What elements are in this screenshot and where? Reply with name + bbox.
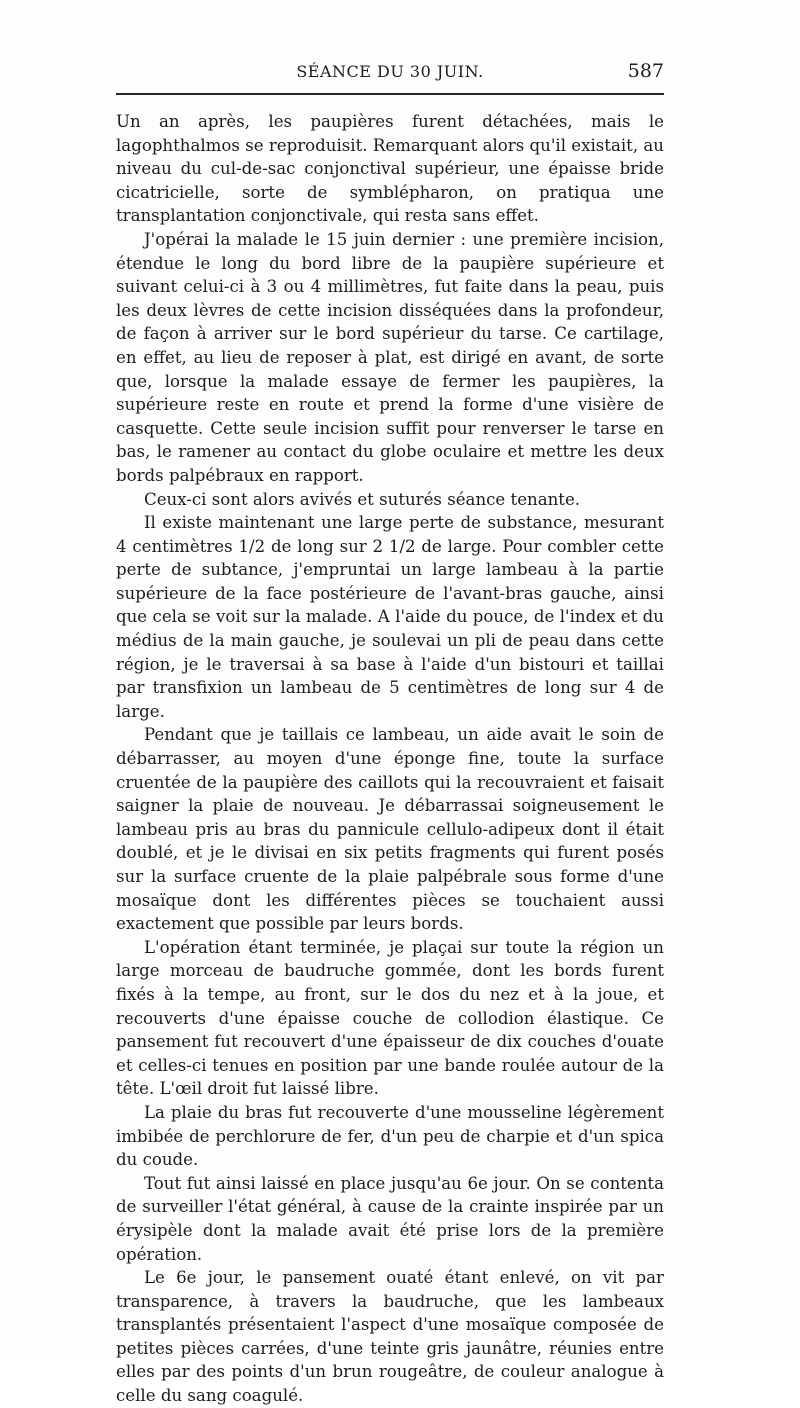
running-header — [116, 60, 664, 86]
header-rule — [116, 93, 664, 95]
paragraph: Tout fut ainsi laissé en place jusqu'au 6e jour. On se contenta de surveiller l'état général, à cause de la crainte inspirée par un érysipèle dont la malade avait été prise lors de la première opération. — [116, 1173, 664, 1264]
running-title: SÉANCE DU 30 JUIN. — [296, 62, 484, 81]
paragraph: Ceux-ci sont alors avivés et suturés séance tenante. — [144, 489, 581, 509]
paragraph: Pendant que je taillais ce lambeau, un aide avait le soin de débarrasser, au moyen d'une éponge fine, toute la surface cruentée de la paupière des caillots qui la recouvraient et faisait saigner la plaie de nouveau. Je débarrassai soigneusement le lambeau pris au bras du pannicule cellulo-adipeux dont il était doublé, et je le divisai en six petits fragments qui furent posés sur la surface cruente de la plaie palpébrale sous forme d'une mosaïque dont les différentes pièces se touchaient aussi exactement que possible par leurs bords. — [116, 725, 664, 934]
paragraph: Il existe maintenant une large perte de substance, mesurant 4 centimètres 1/2 de long sur 2 1/2 de large. Pour combler cette perte de subtance, j'empruntai un large lambeau à la partie supérieure de la face postérieure de l'avant-bras gauche, ainsi que cela se voit sur la malade. A l'aide du pouce, de l'index et du médius de la main gauche, je soulevai un pli de peau dans cette région, je le traversai à sa base à l'aide d'un bistouri et taillai par transfixion un lambeau de 5 centimètres de long sur 4 de large. — [116, 513, 664, 721]
page-number: 587 — [627, 60, 664, 82]
body-text — [116, 110, 664, 1408]
paragraph: Le 6e jour, le pansement ouaté étant enlevé, on vit par transparence, à travers la baudruche, que les lambeaux transplantés présentaient l'aspect d'une mosaïque composée de petites pièces carrées, d'une teinte gris jaunâtre, réunies entre elles par des points d'un brun rougeâtre, de couleur analogue à celle du sang coagulé. — [116, 1268, 664, 1406]
paragraph: L'opération étant terminée, je plaçai sur toute la région un large morceau de baudruche gommée, dont les bords furent fixés à la tempe, au front, sur le dos du nez et à la joue, et recouverts d'une épaisse couche de collodion élastique. Ce pansement fut recouvert d'une épaisseur de dix couches d'ouate et celles-ci tenues en position par une bande roulée autour de la tête. L'œil droit fut laissé libre. — [116, 937, 664, 1099]
paragraph: Un an après, les paupières furent détachées, mais le lagophthalmos se reproduisit. Remarquant alors qu'il existait, au niveau du cul-de-sac conjonctival supérieur, une épaisse bride cicatricielle, sorte de symblépharon, on pratiqua une transplantation conjonctivale, qui resta sans effet. — [116, 112, 664, 226]
paragraph: J'opérai la malade le 15 juin dernier : une première incision, étendue le long du bord libre de la paupière supérieure et suivant celui-ci à 3 ou 4 millimètres, fut faite dans la peau, puis les deux lèvres de cette incision disséquées dans la profondeur, de façon à arriver sur le bord supérieur du tarse. Ce cartilage, en effet, au lieu de reposer à plat, est dirigé en avant, de sorte que, lorsque la malade essaye de fermer les paupières, la supérieure reste en route et prend la forme d'une visière de casquette. Cette seule incision suffit pour renverser le tarse en bas, le ramener au contact du globe oculaire et mettre les deux bords palpébraux en rapport. — [116, 229, 664, 485]
paragraph: La plaie du bras fut recouverte d'une mousseline légèrement imbibée de perchlorure de fer, d'un peu de charpie et d'un spica du coude. — [116, 1102, 664, 1170]
